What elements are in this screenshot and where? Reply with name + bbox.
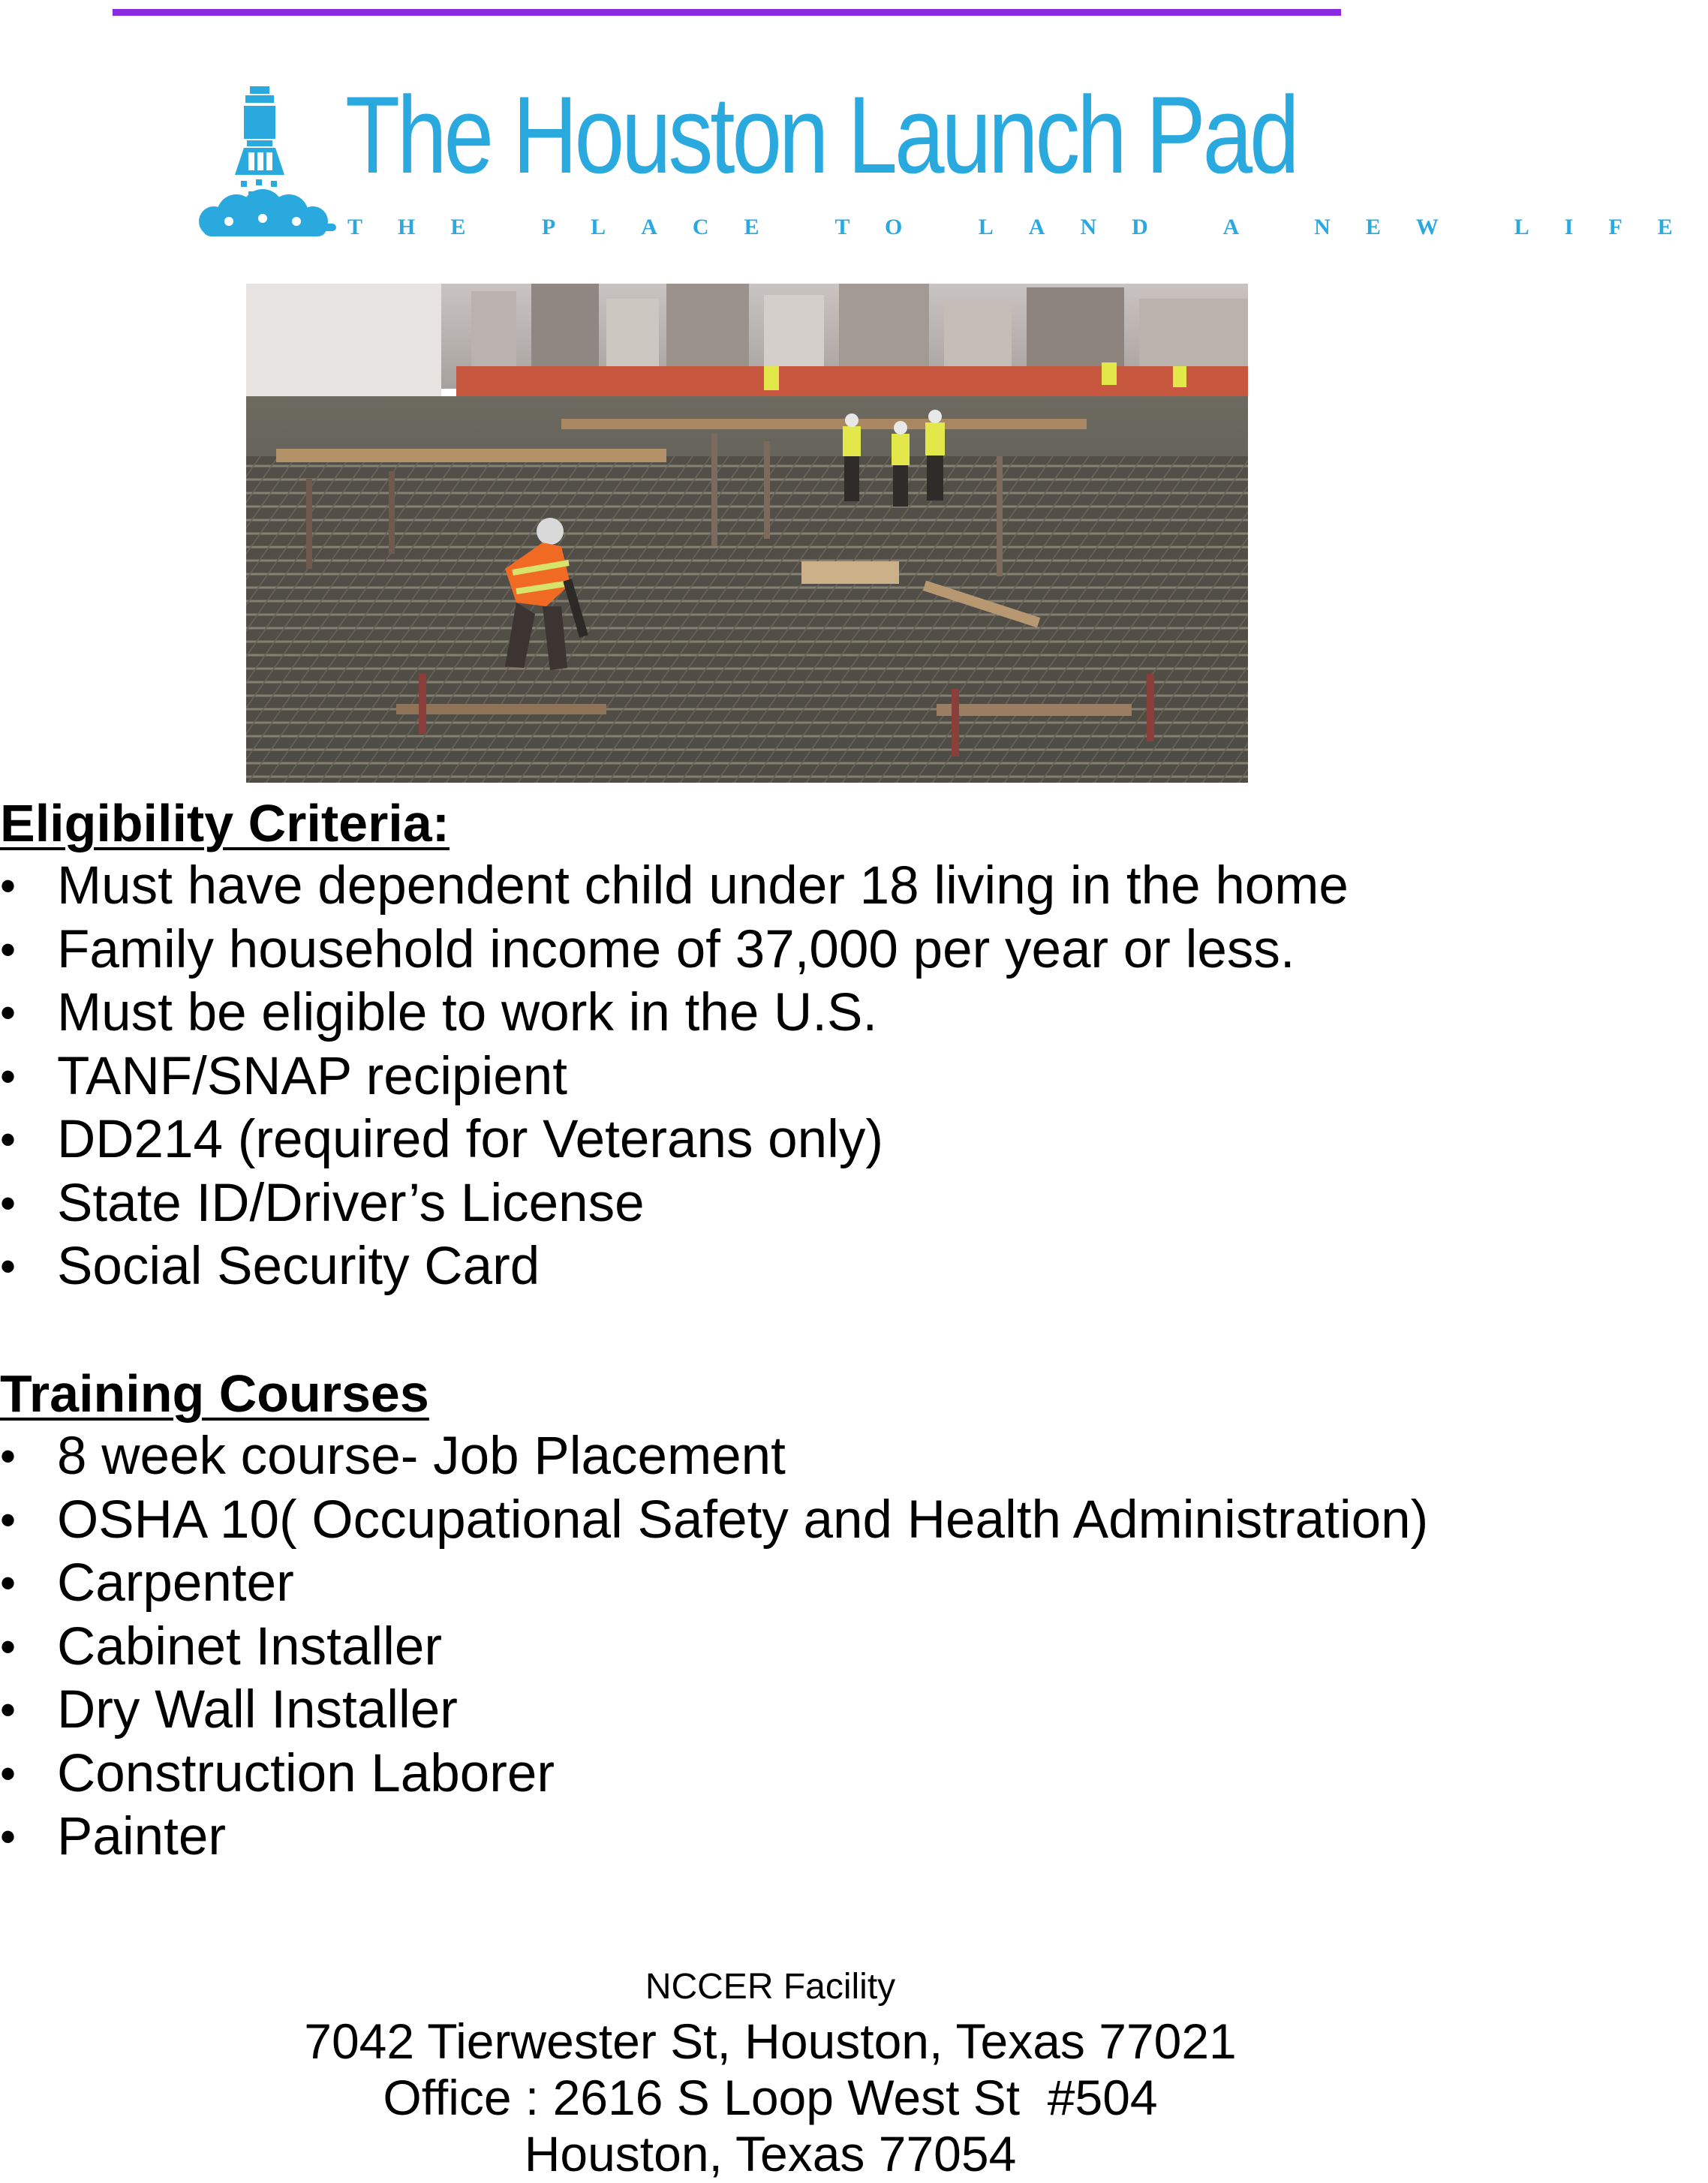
address-block xyxy=(0,2013,1541,2182)
logo-tagline: THE PLACE TO LAND A NEW LIFE xyxy=(347,215,1708,239)
list-item-text: Cabinet Installer xyxy=(57,1616,443,1676)
bullet-icon: • xyxy=(0,1177,17,1228)
list-item-text: Construction Laborer xyxy=(57,1743,555,1803)
list-item xyxy=(0,919,1541,982)
bullet-icon: • xyxy=(0,1114,17,1165)
bullet-icon: • xyxy=(0,1685,17,1735)
list-item-text: Family household income of 37,000 per year or less. xyxy=(57,919,1295,979)
list-item xyxy=(0,1489,1541,1553)
list-item-text: Dry Wall Installer xyxy=(57,1680,458,1739)
bullet-icon: • xyxy=(0,1051,17,1102)
bullet-icon: • xyxy=(0,861,17,911)
bullet-icon: • xyxy=(0,988,17,1038)
list-item xyxy=(0,1045,1541,1109)
list-item xyxy=(0,1235,1541,1299)
bullet-icon: • xyxy=(0,1621,17,1672)
bullet-icon: • xyxy=(0,1812,17,1862)
list-item-text: State ID/Driver’s License xyxy=(57,1173,645,1233)
list-item xyxy=(0,982,1541,1045)
list-item-text: OSHA 10( Occupational Safety and Health Administration) xyxy=(57,1490,1429,1550)
bullet-icon: • xyxy=(0,1748,17,1799)
training-heading: Training Courses xyxy=(0,1364,429,1423)
eligibility-section xyxy=(0,792,1541,1299)
list-item-text: Painter xyxy=(57,1807,226,1866)
construction-site-photo xyxy=(246,284,1248,783)
list-item-text: Must be eligible to work in the U.S. xyxy=(57,983,878,1042)
bullet-icon: • xyxy=(0,924,17,975)
bullet-icon: • xyxy=(0,1241,17,1291)
list-item-text: Must have dependent child under 18 living in the home xyxy=(57,856,1349,916)
facility-label: NCCER Facility xyxy=(645,1967,896,2007)
bullet-icon: • xyxy=(0,1494,17,1545)
top-accent-rule xyxy=(113,9,1341,16)
list-item xyxy=(0,1172,1541,1236)
list-item-text: TANF/SNAP recipient xyxy=(57,1046,567,1106)
logo-title: The Houston Launch Pad xyxy=(345,74,1297,196)
office-address: Office : 2616 S Loop West St #504 xyxy=(383,2070,1158,2125)
list-item-text: 8 week course- Job Placement xyxy=(57,1427,786,1486)
logo xyxy=(191,74,1708,259)
list-item xyxy=(0,1742,1541,1806)
list-item xyxy=(0,1108,1541,1172)
training-list xyxy=(0,1425,1541,1869)
office-city: Houston, Texas 77054 xyxy=(524,2126,1017,2181)
eligibility-list xyxy=(0,855,1541,1299)
list-item xyxy=(0,855,1541,919)
bullet-icon: • xyxy=(0,1558,17,1608)
bullet-icon: • xyxy=(0,1431,17,1481)
list-item xyxy=(0,1425,1541,1489)
list-item xyxy=(0,1616,1541,1679)
list-item xyxy=(0,1679,1541,1742)
list-item-text: DD214 (required for Veterans only) xyxy=(57,1110,884,1169)
list-item xyxy=(0,1552,1541,1616)
list-item xyxy=(0,1806,1541,1869)
list-item-text: Carpenter xyxy=(57,1553,294,1613)
rocket-launch-icon xyxy=(191,86,338,244)
list-item-text: Social Security Card xyxy=(57,1237,540,1296)
facility-address: 7042 Tierwester St, Houston, Texas 77021 xyxy=(304,2013,1237,2069)
training-section xyxy=(0,1362,1541,1869)
eligibility-heading: Eligibility Criteria: xyxy=(0,794,450,852)
